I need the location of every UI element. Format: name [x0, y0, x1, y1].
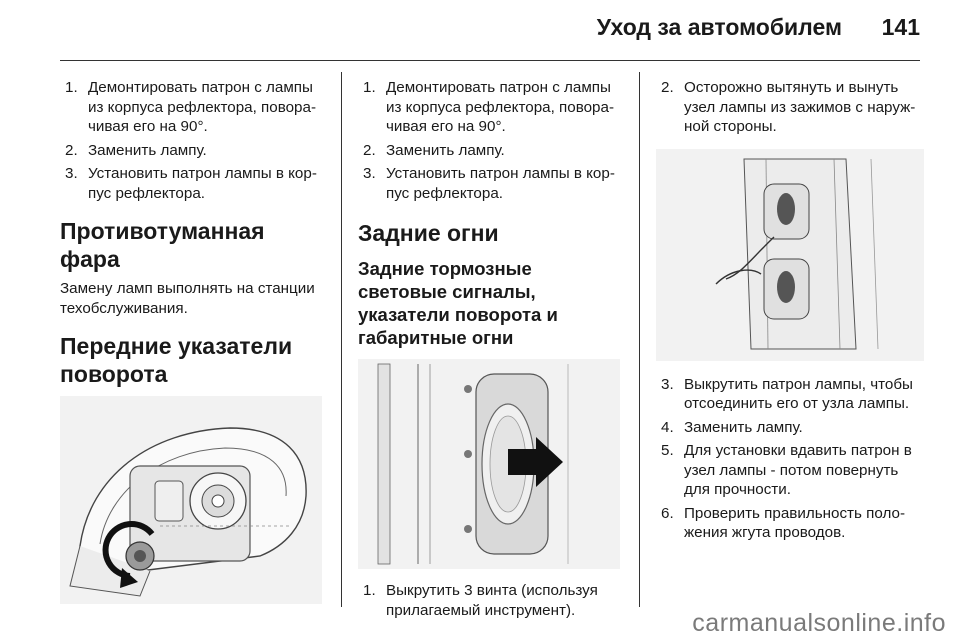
list-item: 1. Демонтировать патрон с лампы из корпуса рефлектора, поворачивая его на 90°. — [65, 79, 316, 135]
turn-signal-steps — [358, 78, 623, 203]
column-divider — [341, 72, 342, 607]
list-item: 6. Проверить правильность положения жгута проводов. — [661, 504, 906, 541]
rear-lights-heading: Задние огни — [358, 220, 499, 246]
column-1 — [60, 78, 325, 604]
lamp-removal-steps — [656, 78, 926, 137]
list-item: 3. Установить патрон лампы в корпус рефлектора. — [363, 165, 615, 202]
list-item: 4. Заменить лампу. — [661, 418, 803, 436]
fog-light-text: Замену ламп выполнять на станции техобслуживания. — [60, 280, 315, 317]
list-item: 1. Демонтировать патрон с лампы из корпуса рефлектора, поворачивая его на 90°. — [363, 79, 614, 135]
front-turn-heading: Передние указатели поворота — [60, 333, 293, 387]
page-title: Уход за автомобилем — [596, 14, 842, 40]
rear-lights-subheading: Задние тормозные световые сигналы, указатели поворота и габаритные огни — [358, 258, 558, 348]
watermark: carmanualsonline.info — [692, 609, 946, 637]
list-item: 3. Установить патрон лампы в корпус рефлектора. — [65, 165, 317, 202]
list-item: 3. Выкрутить патрон лампы, чтобы отсоединить его от узла лампы. — [661, 375, 913, 412]
page-header — [0, 0, 960, 60]
column-3 — [656, 78, 926, 547]
fog-light-heading: Противотуманная фара — [60, 218, 265, 272]
tail-light-illustration — [358, 359, 620, 569]
bulb-replace-steps — [656, 375, 926, 543]
headlight-steps — [60, 78, 325, 203]
lamp-unit-illustration — [656, 149, 924, 361]
page-number: 141 — [881, 14, 920, 40]
column-2 — [358, 78, 623, 624]
column-divider — [639, 72, 640, 607]
list-item: 2. Заменить лампу. — [65, 141, 207, 159]
list-item: 1. Выкрутить 3 винта (используя прилагаемый инструмент). — [363, 582, 598, 619]
tail-light-steps — [358, 581, 623, 620]
list-item: 2. Осторожно вытянуть и вынуть узел лампы из зажимов с наружной стороны. — [661, 79, 916, 135]
headlight-illustration — [60, 396, 322, 604]
list-item: 2. Заменить лампу. — [363, 141, 505, 159]
list-item: 5. Для установки вдавить патрон в узел лампы - потом повернуть для прочности. — [661, 442, 912, 498]
header-rule — [60, 60, 920, 61]
